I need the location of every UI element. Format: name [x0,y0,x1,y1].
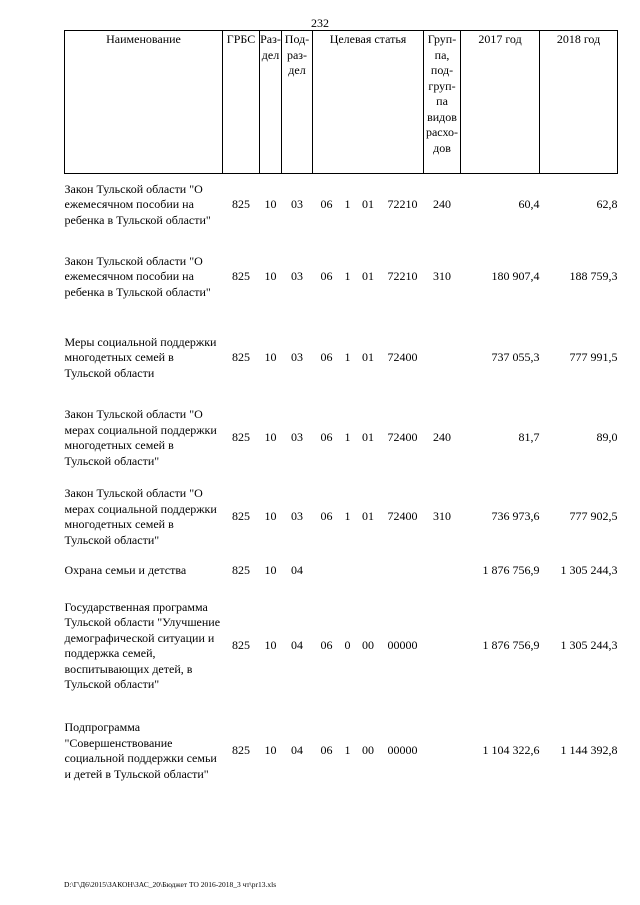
row-target-subprogram: 1 [344,197,351,212]
row-value-2018: 62,8 [596,197,618,212]
page-number: 232 [311,16,329,30]
row-value-2018: 1 305 244,3 [560,563,618,578]
file-path-footer: D:\Г\Д6\2015\ЗАКОН\ЗАС_20\Бюджет ТО 2016-2018_3 чт\pr13.xls [64,880,277,889]
row-target-program: 06 [320,269,333,284]
header-2018: 2018 год [540,31,618,174]
header-grbs: ГРБС [223,31,260,174]
row-target-event: 01 [362,269,374,284]
table-row [65,586,618,706]
row-target-program: 06 [320,350,333,365]
row-expense-group: 240 [433,430,452,445]
table-row [65,478,618,556]
row-value-2018: 188 759,3 [569,269,618,284]
header-2017: 2017 год [461,31,540,174]
row-target-event: 01 [362,350,374,365]
row-expense-group [424,586,461,706]
row-target-direction: 72210 [387,197,418,212]
row-podrazdel: 03 [291,430,303,445]
budget-table [64,30,618,796]
row-value-2017: 736 973,6 [491,509,540,524]
row-target-subprogram: 0 [344,638,351,653]
row-target-subprogram: 1 [344,509,351,524]
row-target-direction: 00000 [387,638,418,653]
row-grbs: 825 [232,743,250,758]
row-razdel: 10 [264,350,277,365]
row-target-event [355,556,382,586]
row-grbs: 825 [232,638,250,653]
row-value-2017: 1 876 756,9 [482,638,540,653]
row-value-2017: 1 876 756,9 [482,563,540,578]
row-name: Подпрограмма "Совершенствование социальной поддержки семьи и детей в Тульской области" [64,720,217,781]
row-expense-group: 310 [433,509,452,524]
row-target-event: 01 [362,509,374,524]
row-target-event: 00 [362,743,374,758]
row-target-direction: 72400 [387,509,418,524]
row-target-program: 06 [320,197,333,212]
row-value-2018: 777 991,5 [569,350,618,365]
row-grbs: 825 [232,509,250,524]
table-row [65,706,618,796]
row-podrazdel: 03 [291,197,303,212]
header-name: Наименование [65,31,223,174]
row-name: Закон Тульской области "О мерах социальной поддержки многодетных семей в Тульской области" [64,486,217,547]
table-header-row [65,31,618,174]
table-row [65,398,618,478]
table-row [65,556,618,586]
row-target-subprogram: 1 [344,350,351,365]
row-razdel: 10 [264,197,277,212]
row-value-2017: 737 055,3 [491,350,540,365]
row-razdel: 10 [264,430,277,445]
row-podrazdel: 03 [291,269,303,284]
row-razdel: 10 [264,563,277,578]
row-value-2017: 60,4 [518,197,540,212]
row-target-event: 01 [362,430,374,445]
row-razdel: 10 [264,509,277,524]
row-value-2018: 89,0 [596,430,618,445]
row-expense-group: 310 [433,269,452,284]
row-value-2017: 1 104 322,6 [482,743,540,758]
row-name: Закон Тульской области "О ежемесячном пособии на ребенка в Тульской области" [64,253,211,299]
row-expense-group: 240 [433,197,452,212]
header-razdel: Раз- дел [260,31,282,174]
row-razdel: 10 [264,743,277,758]
row-target-program [313,556,341,586]
row-podrazdel: 04 [291,638,303,653]
row-name: Государственная программа Тульской области "Улучшение демографической ситуации и поддержка семей, воспитывающих детей, в Тульской области" [64,599,221,691]
row-target-program: 06 [320,743,333,758]
row-value-2017: 180 907,4 [491,269,540,284]
row-name: Охрана семьи и детства [64,563,187,578]
row-value-2017: 81,7 [518,430,540,445]
row-target-direction [382,556,424,586]
row-grbs: 825 [232,197,250,212]
table-row [65,174,618,237]
row-expense-group [424,706,461,796]
table-row [65,318,618,398]
row-grbs: 825 [232,430,250,445]
row-target-event: 00 [362,638,374,653]
row-target-direction: 72400 [387,350,418,365]
row-target-program: 06 [320,638,333,653]
row-target-direction: 00000 [387,743,418,758]
row-target-subprogram [341,556,355,586]
row-podrazdel: 04 [291,743,303,758]
row-expense-group [424,318,461,398]
row-target-subprogram: 1 [344,743,351,758]
row-expense-group [424,556,461,586]
row-razdel: 10 [264,269,277,284]
row-target-event: 01 [362,197,374,212]
row-value-2018: 1 305 244,3 [560,638,618,653]
header-target-article: Целевая статья [313,31,424,174]
row-value-2018: 1 144 392,8 [560,743,618,758]
row-name: Закон Тульской области "О ежемесячном пособии на ребенка в Тульской области" [64,181,211,227]
header-podrazdel: Под- раз- дел [282,31,313,174]
row-value-2018: 777 902,5 [569,509,618,524]
row-podrazdel: 03 [291,509,303,524]
row-target-subprogram: 1 [344,269,351,284]
header-expense-group: Груп- па, под- груп- па видов расхо- дов [424,31,461,174]
row-target-direction: 72210 [387,269,418,284]
row-target-program: 06 [320,509,333,524]
row-podrazdel: 04 [291,563,303,578]
row-target-direction: 72400 [387,430,418,445]
row-grbs: 825 [232,269,250,284]
row-grbs: 825 [232,350,250,365]
row-name: Закон Тульской области "О мерах социальной поддержки многодетных семей в Тульской области" [64,407,217,468]
row-grbs: 825 [232,563,250,578]
row-razdel: 10 [264,638,277,653]
row-podrazdel: 03 [291,350,303,365]
row-name: Меры социальной поддержки многодетных семей в Тульской области [64,334,217,380]
row-target-subprogram: 1 [344,430,351,445]
row-target-program: 06 [320,430,333,445]
table-row [65,236,618,318]
